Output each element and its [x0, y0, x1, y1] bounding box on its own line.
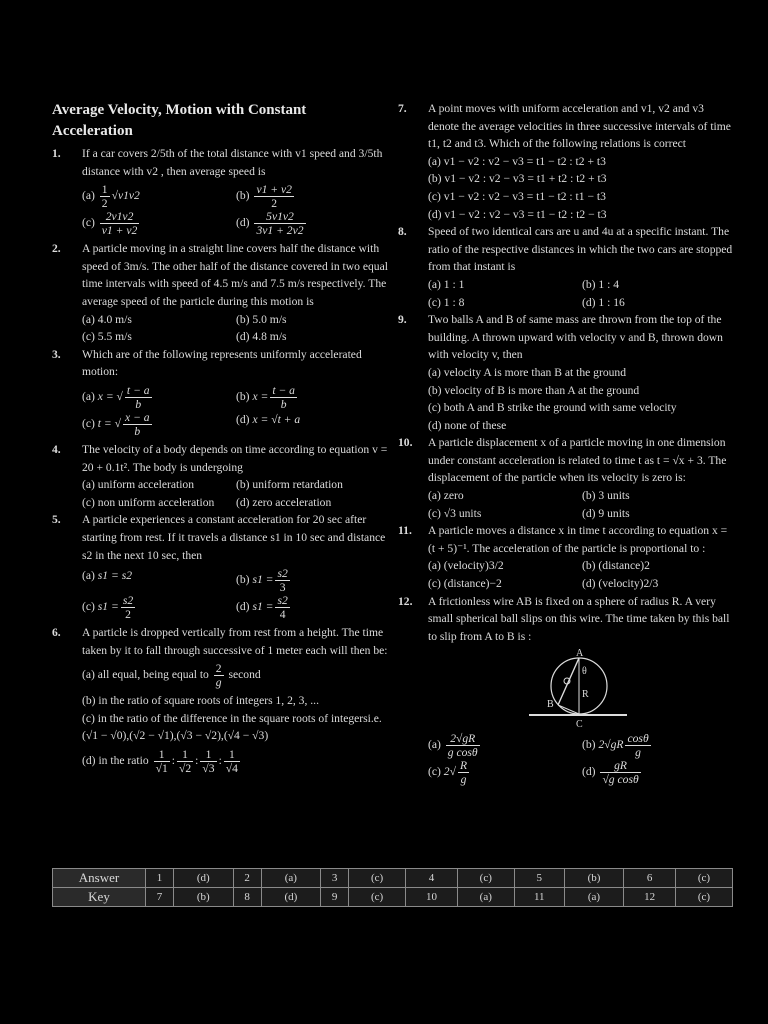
- option-c: (c) (distance)−2: [428, 577, 502, 591]
- question-9: 9. Two balls A and B of same mass are thrown from the top of the building. A thrown upward with velocity v and B, thrown down with velocity v, then (a) velocity A is more than B at the ground (b) velocity of B is more than A at the ground (c) both A and B strike the ground with same velocity (d) none of these: [398, 311, 736, 434]
- answer-key-row-2: [53, 888, 733, 907]
- answer-cell: (a): [457, 888, 514, 907]
- question-number-cell: 5: [514, 869, 564, 888]
- question-number-cell: 6: [624, 869, 676, 888]
- answer-cell: (b): [174, 888, 234, 907]
- question-text: The velocity of a body depends on time according to equation v = 20 + 0.1t². The body is undergoing: [82, 442, 388, 474]
- question-text: If a car covers 2/5th of the total distance with v1 speed and 3/5th distance with v2 , then average speed is: [82, 147, 383, 178]
- option-a: (a) uniform acceleration: [82, 478, 195, 492]
- question-text: A frictionless wire AB is fixed on a sphere of radius R. A very small spherical ball slips on this wire. The time taken by this ball to slip from A to B is :: [428, 594, 730, 643]
- option-a: (a) zero: [428, 489, 464, 503]
- answer-key-table: [52, 868, 733, 907]
- answer-cell: (a): [564, 888, 624, 907]
- question-8: 8. Speed of two identical cars are u and 4u at a specific instant. The ratio of the respective distances in which the two cars are stopped from that instant is (a) 1 : 1 (b) 1 : 4 (c) 1 : 8 (d) 1 : 16: [398, 223, 736, 311]
- answer-cell: (a): [261, 869, 321, 888]
- option-a: (a) 4.0 m/s: [82, 312, 132, 326]
- answer-key-row-1: [53, 869, 733, 888]
- option-b: (b) 2√gR $\frac{\cos\theta}{g}$: [582, 732, 649, 760]
- answer-cell: (c): [349, 869, 406, 888]
- option-c: (c) v1 − v2 : v2 − v3 = t1 − t2 : t1 − t3: [428, 189, 606, 203]
- option-c: (c) 2√ $\frac{R}{g}$: [428, 759, 468, 787]
- option-b: (b) (distance)2: [582, 559, 650, 573]
- option-d: (d) in the ratio $\frac{1}{√1}$ : $\frac{1}{√2}$ : $\frac{1}{√3}$ : $\frac{1}{√4}$: [82, 748, 238, 776]
- question-5: 5. A particle experiences a constant acceleration for 20 sec after starting from rest. If it travels a distance s1 in 10 sec and distance s2 in the next 10 sec, then (a) s1 = s2 (b) s1 = $\frac{s2}{3}$ (c) s1 = $\frac{s2}{2}$ (d) s1 = $\frac{s2}{4}$: [52, 511, 388, 624]
- option-b: (b) x = $\frac{t - a}{b}$: [236, 383, 295, 411]
- option-c: (c) s1 = $\frac{s2}{2}$: [82, 594, 134, 622]
- option-b: (b) 5.0 m/s: [236, 312, 287, 326]
- question-6: 6. A particle is dropped vertically from rest from a height. The time taken by it to fall through successive of 1 meter each will then be: (a) all equal, being equal to $\frac{2}{g}$ second (b) in the ratio of square roots of integers 1, 2, 3, ... (c) in the ratio of the difference in the square roots of integersi.e.(√1 − √0),(√2 − √1),(√3 − √2),(√4 − √3) (d) in the ratio $\frac{1}{√1}$ : $\frac{1}{√2}$ : $\frac{1}{√3}$ : $\frac{1}{√4}$: [52, 624, 388, 778]
- option-b: (b) v1 − v2 : v2 − v3 = t1 + t2 : t2 + t3: [428, 172, 607, 186]
- question-text: A particle experiences a constant acceleration for 20 sec after starting from rest. If it travels a distance s1 in 10 sec and distance s2 in the next 10 sec, then: [82, 513, 386, 562]
- option-d: (d) zero acceleration: [236, 495, 332, 509]
- option-d: (d) x = √t + a: [236, 412, 301, 426]
- option-b: (b) $\frac{v1 + v2}{2}$: [236, 183, 292, 211]
- option-c: (c) both A and B strike the ground with same velocity: [428, 401, 677, 415]
- option-a: (a) s1 = s2: [82, 569, 133, 583]
- question-7: 7. A point moves with uniform acceleration and v1, v2 and v3 denote the average velocities in three successive intervals of time t1, t2 and t3. Which of the following relations is correct (a) v1 − v2 : v2 − v3 = t1 − t2 : t2 + t3 (b) v1 − v2 : v2 − v3 = t1 + t2 : t2 + t3 (c) v1 − v2 : v2 − v3 = t1 − t2 : t1 − t3 (d) v1 − v2 : v2 − v3 = t1 − t2 : t2 − t3: [398, 100, 736, 223]
- option-a: (a) v1 − v2 : v2 − v3 = t1 − t2 : t2 + t3: [428, 154, 606, 168]
- question-4: 4. The velocity of a body depends on time according to equation v = 20 + 0.1t². The body is undergoing (a) uniform acceleration (b) uniform retardation (c) non uniform acceleration (d) zero acceleration: [52, 441, 388, 511]
- option-d: (d) 4.8 m/s: [236, 330, 287, 344]
- right-column: [398, 100, 736, 789]
- question-2: 2. A particle moving in a straight line covers half the distance with speed of 3m/s. The other half of the distance covered in two equal time intervals with speed of 4.5 m/s and 7.5 m/s respectively. The average speed of the particle during this motion is (a) 4.0 m/s (b) 5.0 m/s (c) 5.5 m/s (d) 4.8 m/s: [52, 240, 388, 346]
- option-c: (c) non uniform acceleration: [82, 495, 215, 509]
- option-a: (a) 1 : 1: [428, 277, 465, 291]
- question-text: Speed of two identical cars are u and 4u at a specific instant. The ratio of the respective distances in which the two cars are stopped from that instant is: [428, 225, 733, 274]
- question-10: 10. A particle displacement x of a particle moving in one dimension under constant acceleration is related to time t as t = √x + 3. The displacement of the particle when its velocity is zero is: (a) zero (b) 3 units (c) √3 units (d) 9 units: [398, 434, 736, 522]
- option-c: (c) √3 units: [428, 506, 482, 520]
- option-b: (b) in the ratio of square roots of integers 1, 2, 3, ...: [82, 694, 319, 708]
- radius-line: [558, 705, 579, 714]
- question-text: A point moves with uniform acceleration and v1, v2 and v3 denote the average velocities in three successive intervals of time t1, t2 and t3. Which of the following relations is correct: [428, 102, 731, 151]
- answer-cell: (d): [174, 869, 234, 888]
- question-number-cell: 10: [406, 888, 458, 907]
- answer-cell: (c): [676, 888, 733, 907]
- label-c: C: [576, 719, 583, 730]
- question-11: 11. A particle moves a distance x in time t according to equation x = (t + 5)⁻¹. The acceleration of the particle is proportional to : (a) (velocity)3/2 (b) (distance)2 (c) (distance)−2 (d) (velocity)2/3: [398, 522, 736, 592]
- option-c: (c) in the ratio of the difference in the square roots of integersi.e.(√1 − √0),(√2 − √1),(√3 − √2),(√4 − √3): [82, 711, 382, 743]
- question-number-cell: 7: [146, 888, 174, 907]
- option-d: (d) s1 = $\frac{s2}{4}$: [236, 594, 288, 622]
- question-1: [52, 145, 388, 240]
- option-b: (b) 1 : 4: [582, 277, 620, 291]
- label-b: B: [547, 699, 554, 711]
- option-d: (d) 1 : 16: [582, 295, 625, 309]
- option-c: (c) $\frac{2v1v2}{v1 + v2}$: [82, 210, 138, 238]
- answer-cell: (d): [261, 888, 321, 907]
- option-b: (b) 3 units: [582, 489, 630, 503]
- question-number-cell: 2: [233, 869, 261, 888]
- option-a: (a) x = √ $\frac{t - a}{b}$: [82, 383, 150, 411]
- question-number-cell: 9: [321, 888, 349, 907]
- question-text: A particle is dropped vertically from rest from a height. The time taken by it to fall through successive of 1 meter each will then be:: [82, 626, 388, 657]
- option-c: (c) t = √ $\frac{x - a}{b}$: [82, 410, 150, 438]
- question-number-cell: 11: [514, 888, 564, 907]
- question-text: A particle moving in a straight line covers half the distance with speed of 3m/s. The other half of the distance covered in two equal time intervals with speed of 4.5 m/s and 7.5 m/s respectively. The average speed of the particle during this motion is: [82, 242, 388, 308]
- question-12: 12. A frictionless wire AB is fixed on a sphere of radius R. A very small spherical ball slips on this wire. The time taken by this ball to slip from A to B is : A B C R θ (a) $\frac{2√gR}{\text{g cosθ}}$ (b) 2√gR $\frac{\cos\theta}{g}$ (c) 2√ $\frac{R}{g}$ (d) $\frac{gR}{\text{√g cosθ}}$: [398, 593, 736, 790]
- option-d: (d) none of these: [428, 418, 507, 432]
- option-d: (d) $\frac{gR}{\text{√g cosθ}}$: [582, 759, 639, 787]
- answer-cell: (c): [349, 888, 406, 907]
- question-3: 3. Which are of the following represents uniformly accelerated motion: (a) x = √ $\frac{t - a}{b}$ (b) x = $\frac{t - a}{b}$ (c) t = √ $\frac{x - a}{b}$ (d) x = √t + a: [52, 346, 388, 441]
- label-r: R: [582, 689, 589, 701]
- option-b: (b) uniform retardation: [236, 478, 343, 492]
- answer-cell: (c): [676, 869, 733, 888]
- question-text: Two balls A and B of same mass are thrown from the top of the building. A thrown upward with velocity v and B, thrown down with velocity v, then: [428, 313, 723, 362]
- option-c: (c) 1 : 8: [428, 295, 465, 309]
- option-a: (a) (velocity)3/2: [428, 559, 504, 573]
- label-theta: θ: [582, 666, 587, 678]
- question-number-cell: 1: [146, 869, 174, 888]
- question-number-cell: 12: [624, 888, 676, 907]
- question-text: Which are of the following represents uniformly accelerated motion:: [82, 347, 362, 379]
- answer-key-label-line2: Key: [53, 888, 146, 907]
- option-a: (a) velocity A is more than B at the ground: [428, 365, 627, 379]
- question-number-cell: 3: [321, 869, 349, 888]
- question-number-cell: 8: [233, 888, 261, 907]
- option-d: (d) $\frac{5v1v2}{3v1 + 2v2}$: [236, 210, 304, 238]
- question-text: A particle moves a distance x in time t according to equation x = (t + 5)⁻¹. The acceleration of the particle is proportional to :: [428, 524, 728, 555]
- answer-cell: (c): [457, 869, 514, 888]
- option-a: (a) $\frac{1}{2}$ √v1v2: [82, 183, 140, 211]
- left-column: [52, 100, 388, 778]
- option-a: (a) $\frac{2√gR}{\text{g cosθ}}$: [428, 732, 478, 760]
- option-c: (c) 5.5 m/s: [82, 330, 132, 344]
- option-d: (d) (velocity)2/3: [582, 577, 659, 591]
- question-number: 1.: [52, 147, 61, 160]
- option-d: (d) v1 − v2 : v2 − v3 = t1 − t2 : t2 − t3: [428, 207, 607, 221]
- section-title: Average Velocity, Motion with Constant Acceleration: [52, 102, 307, 139]
- option-d: (d) 9 units: [582, 506, 630, 520]
- label-a: A: [576, 648, 584, 660]
- sphere-wire-diagram: [527, 647, 637, 729]
- question-number-cell: 4: [406, 869, 458, 888]
- option-b: (b) s1 = $\frac{s2}{3}$: [236, 567, 288, 595]
- option-b: (b) velocity of B is more than A at the ground: [428, 383, 640, 397]
- answer-key-label-line1: Answer: [53, 869, 146, 888]
- answer-cell: (b): [564, 869, 624, 888]
- option-a: (a) all equal, being equal to $\frac{2}{g}$ second: [82, 662, 261, 690]
- question-text: A particle displacement x of a particle moving in one dimension under constant acceleration is related to time t as t = √x + 3. The displacement of the particle when its velocity is zero is:: [428, 436, 727, 485]
